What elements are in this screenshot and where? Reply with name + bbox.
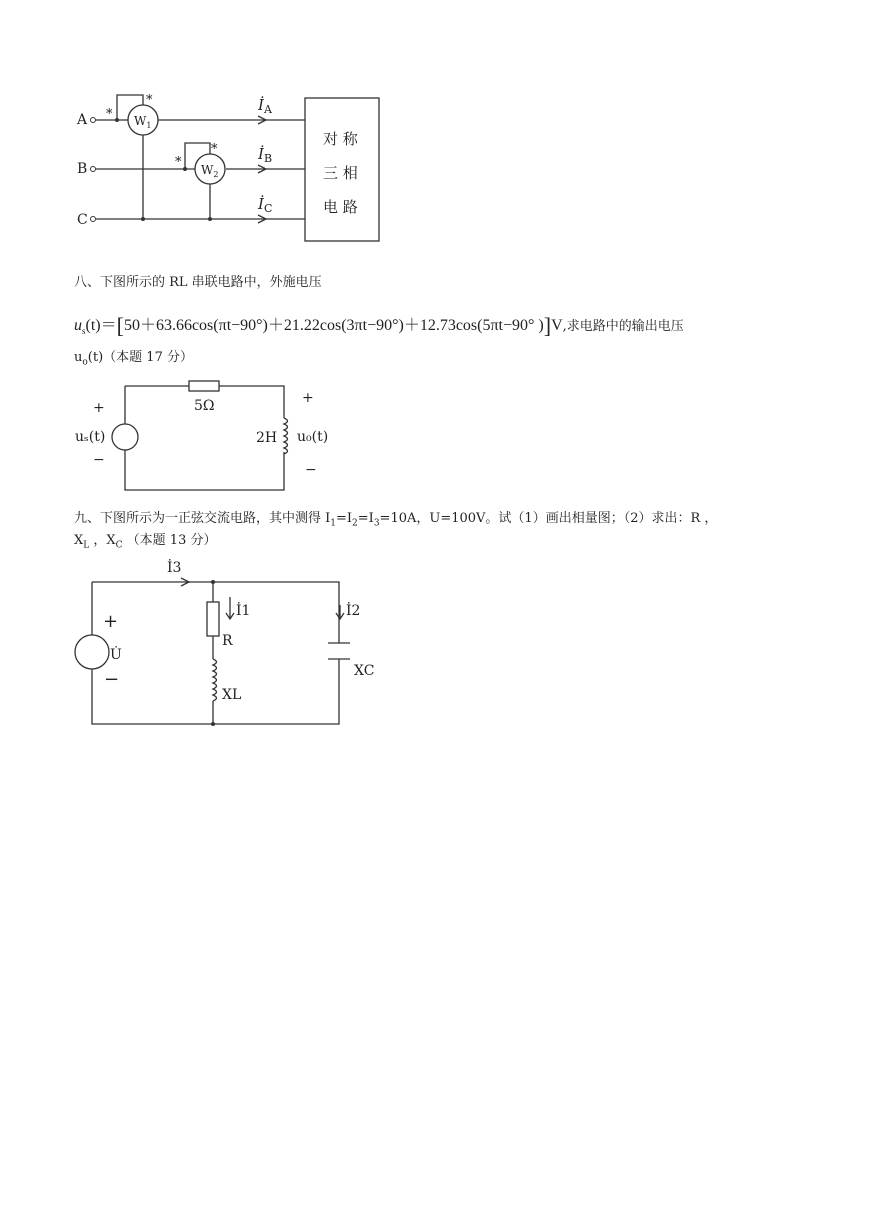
wattmeter-1-label: W [134,114,147,128]
load-line-2: 三 相 [323,164,358,182]
resistor-label: 5Ω [194,398,215,414]
source-plus: + [93,400,105,416]
resistor-r [207,602,219,636]
terminal-b-label: B [77,161,88,177]
formula-body: 50＋63.66cos(πt−90°)＋21.22cos(3πt−90°)＋12.73cos(5πt−90° ) [123,317,544,334]
current-a-label: İ [258,96,264,114]
output-minus: − [305,462,317,478]
source-label-9: U̇ [110,647,122,663]
three-phase-wattmeter-diagram [0,0,869,260]
svg-text:W2: $W_2$ [201,163,219,179]
source-plus-9: + [103,611,119,632]
source-label: uₛ(t) [75,429,106,445]
parallel-rlc-circuit [60,555,400,735]
current-i3-label: İ3 [167,560,182,576]
q9-line2: $X_L$ ，$X_C$ （本题 13 分） [74,533,217,551]
load-line-3: 电 路 [323,198,358,216]
star-mark-2b: * [211,142,218,157]
current-i1-label: İ1 [236,603,251,619]
inductor-xl-label: XL [222,687,242,703]
inductor-label: 2H [256,430,278,446]
capacitor-xc-label: XC [354,663,375,679]
star-mark-1b: * [146,93,153,108]
inductor-xl-icon [213,659,217,701]
load-line-1: 对 称 [323,130,358,148]
source-minus: − [93,452,105,468]
q8-intro: 八、下图所示的 RL 串联电路中，外施电压 [74,275,322,290]
wattmeter-2-label: W [201,163,214,177]
capacitor-xc-icon [328,643,350,659]
svg-text:W1: $W_1$ [134,114,152,130]
current-c-label: İ [258,195,264,213]
star-mark-1a: * [106,107,113,122]
current-i2-label: İ2 [346,603,361,619]
svg-text:İC: $İ_C$ [258,195,273,215]
svg-text:İA: $İ_A$ [258,96,272,116]
q8-formula: $u_s(t)=[50+63.66\cos(\pi t-90^\circ)+21.22\cos(3\pi t-90^\circ)+12.73\cos(5\pi t-90^\circ$ )]V,求电路中的输出电压 [74,313,684,338]
output-label: u₀(t) [297,429,329,445]
inductor-icon [284,418,288,454]
output-plus: + [302,390,314,406]
q8-line2: $u_o(t)$（本题 17 分） [74,350,193,368]
rl-series-circuit [60,370,410,500]
terminal-a-label: A [77,112,88,128]
resistor-r-label: R [222,633,233,649]
voltage-source-icon [112,424,138,450]
svg-text:İB: $İ_B$ [258,145,273,165]
current-b-label: İ [258,145,264,163]
source-minus-9: − [104,669,120,690]
terminal-c-label: C [77,212,88,228]
star-mark-2a: * [175,155,182,170]
phasor-source-icon [75,635,109,669]
resistor-5ohm [189,381,219,391]
q9-line1: 九、下图所示为一正弦交流电路，其中测得 $I_1=I_2=I_3=10A$，U=100V。试（1）画出相量图；（2）求出：R ， [74,511,718,529]
